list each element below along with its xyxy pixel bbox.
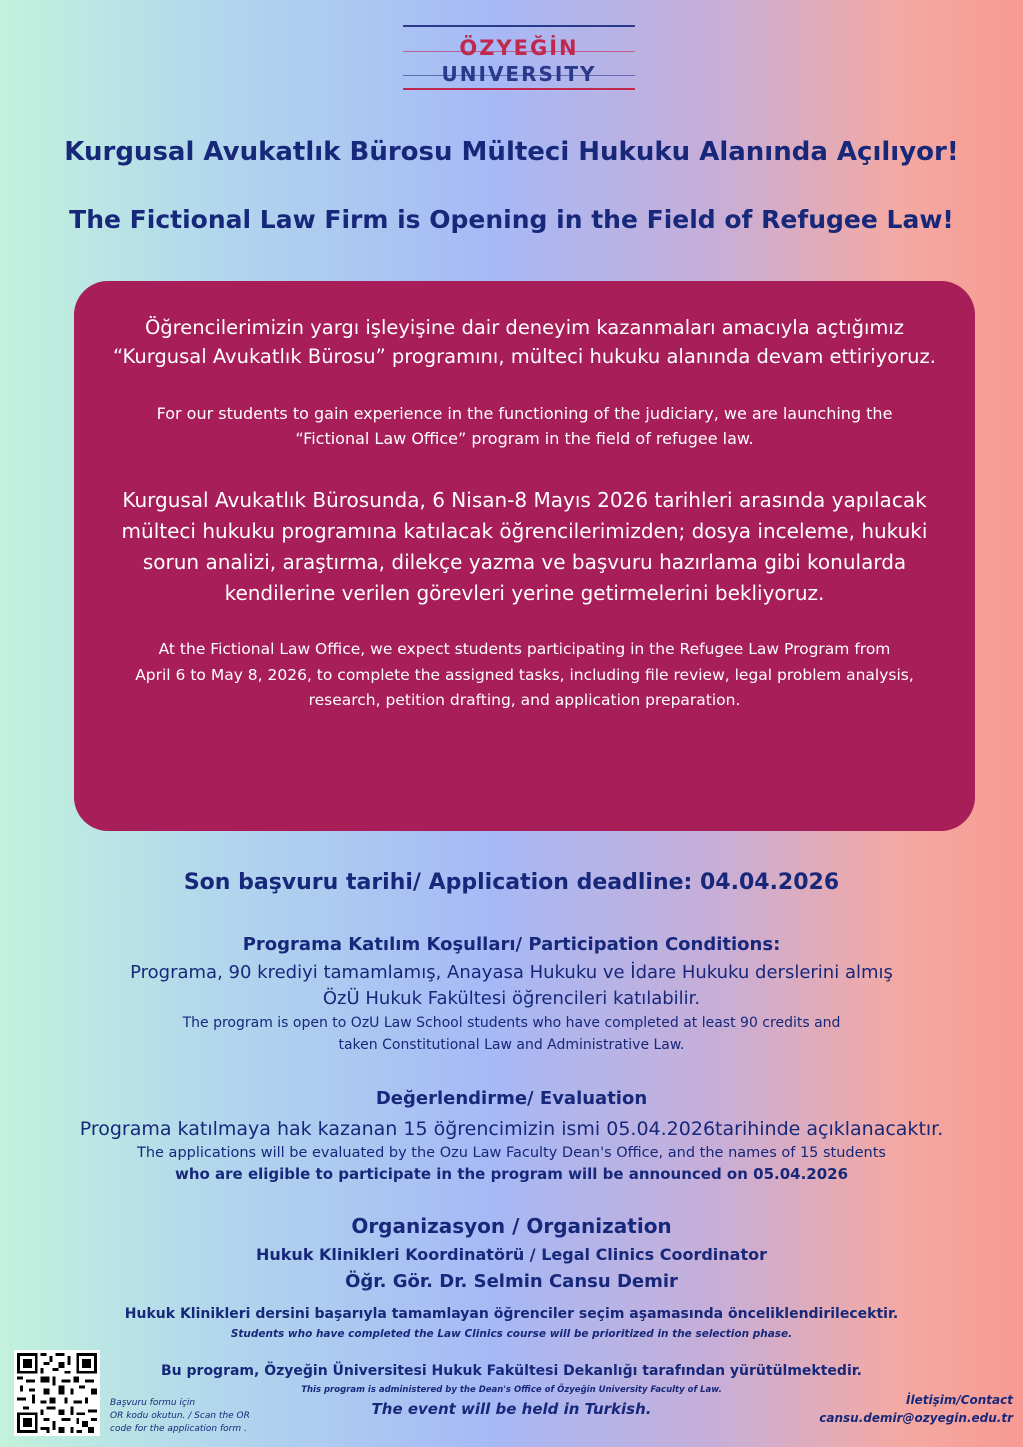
logo-bottom-line	[403, 88, 635, 90]
text-line: kendilerine verilen görevleri yerine getirmelerini bekliyoruz.	[224, 581, 825, 605]
administration-en: This program is administered by the Dean's Office of Özyeğin University Faculty of Law.	[301, 1385, 722, 1395]
text-line: mülteci hukuku programına katılacak öğrencilerimizden; dosya inceleme, hukuki	[121, 519, 928, 543]
application-deadline: Son başvuru tarihi/ Application deadline: 04.04.2026	[183, 870, 840, 895]
announcement-card	[74, 281, 975, 831]
qr-code-icon	[14, 1350, 100, 1436]
text-line: Kurgusal Avukatlık Bürosunda, 6 Nisan-8 Mayıs 2026 tarihleri arasında yapılacak	[122, 488, 927, 512]
contact-label: İletişim/Contact	[906, 1393, 1013, 1407]
text-line: “Fictional Law Office” program in the field of refugee law.	[295, 429, 754, 448]
evaluation-en-line-1: The applications will be evaluated by the Ozu Law Faculty Dean's Office, and the names of 15 students	[136, 1145, 886, 1161]
text-line: OR kodu okutun. / Scan the OR	[110, 1411, 250, 1421]
evaluation-heading: Değerlendirme/ Evaluation	[375, 1088, 648, 1109]
conditions-tr-line-2: ÖzÜ Hukuk Fakültesi öğrencileri katılabilir.	[322, 988, 701, 1009]
administration-tr: Bu program, Özyeğin Üniversitesi Hukuk Fakültesi Dekanlığı tarafından yürütülmektedir.	[161, 1363, 862, 1379]
evaluation-en-line-2: who are eligible to participate in the program will be announced on 05.04.2026	[174, 1165, 849, 1183]
conditions-heading: Programa Katılım Koşulları/ Participation Conditions:	[242, 934, 781, 955]
organization-heading: Organizasyon / Organization	[351, 1214, 672, 1238]
text-line: For our students to gain experience in the functioning of the judiciary, we are launching the	[156, 404, 893, 423]
conditions-en-line-1: The program is open to OzU Law School students who have completed at least 90 credits and	[182, 1015, 841, 1031]
card-paragraph-en-1	[74, 401, 975, 451]
organization-role: Hukuk Klinikleri Koordinatörü / Legal Clinics Coordinator	[256, 1245, 767, 1264]
card-paragraph-en-2	[74, 637, 975, 714]
text-line: April 6 to May 8, 2026, to complete the assigned tasks, including file review, legal problem analysis,	[135, 665, 914, 684]
organization-name: Öğr. Gör. Dr. Selmin Cansu Demir	[345, 1271, 678, 1292]
card-paragraph-tr-2	[74, 485, 975, 609]
card-paragraph-tr-1	[74, 313, 975, 371]
priority-tr: Hukuk Klinikleri dersini başarıyla tamamlayan öğrenciler seçim aşamasında önceliklendirilecektir.	[124, 1306, 899, 1322]
logo-top-line	[403, 25, 635, 27]
text-line: Başvuru formu için	[110, 1398, 196, 1408]
logo-line-1: ÖZYEĞİN	[459, 36, 579, 60]
event-language: The event will be held in Turkish.	[371, 1400, 652, 1418]
title-turkish: Kurgusal Avukatlık Bürosu Mülteci Hukuku Alanında Açılıyor!	[64, 137, 959, 167]
text-line: research, petition drafting, and application preparation.	[308, 691, 741, 709]
text-line: Öğrencilerimizin yargı işleyişine dair deneyim kazanmaları amacıyla açtığımız	[144, 316, 905, 339]
title-english: The Fictional Law Firm is Opening in the Field of Refugee Law!	[69, 205, 954, 234]
university-logo	[403, 20, 635, 94]
logo-line-2: UNIVERSITY	[441, 62, 597, 86]
qr-instructions	[110, 1397, 285, 1436]
application-qr-code[interactable]	[14, 1350, 100, 1436]
priority-en: Students who have completed the Law Clinics course will be prioritized in the selection phase.	[230, 1328, 793, 1340]
text-line: “Kurgusal Avukatlık Bürosu” programını, mülteci hukuku alanında devam ettiriyoruz.	[113, 345, 936, 368]
text-line: sorun analizi, araştırma, dilekçe yazma ve başvuru hazırlama gibi konularda	[142, 550, 907, 574]
text-line: At the Fictional Law Office, we expect students participating in the Refugee Law Program from	[158, 640, 891, 658]
contact-email[interactable]: cansu.demir@ozyegin.edu.tr	[819, 1411, 1013, 1425]
conditions-en-line-2: taken Constitutional Law and Administrative Law.	[338, 1037, 685, 1053]
text-line: code for the application form .	[110, 1424, 247, 1434]
contact-block	[819, 1391, 1013, 1427]
conditions-tr-line-1: Programa, 90 krediyi tamamlamış, Anayasa Hukuku ve İdare Hukuku derslerini almış	[130, 962, 893, 983]
evaluation-tr-line: Programa katılmaya hak kazanan 15 öğrencimizin ismi 05.04.2026tarihinde açıklanacaktır.	[79, 1118, 944, 1140]
